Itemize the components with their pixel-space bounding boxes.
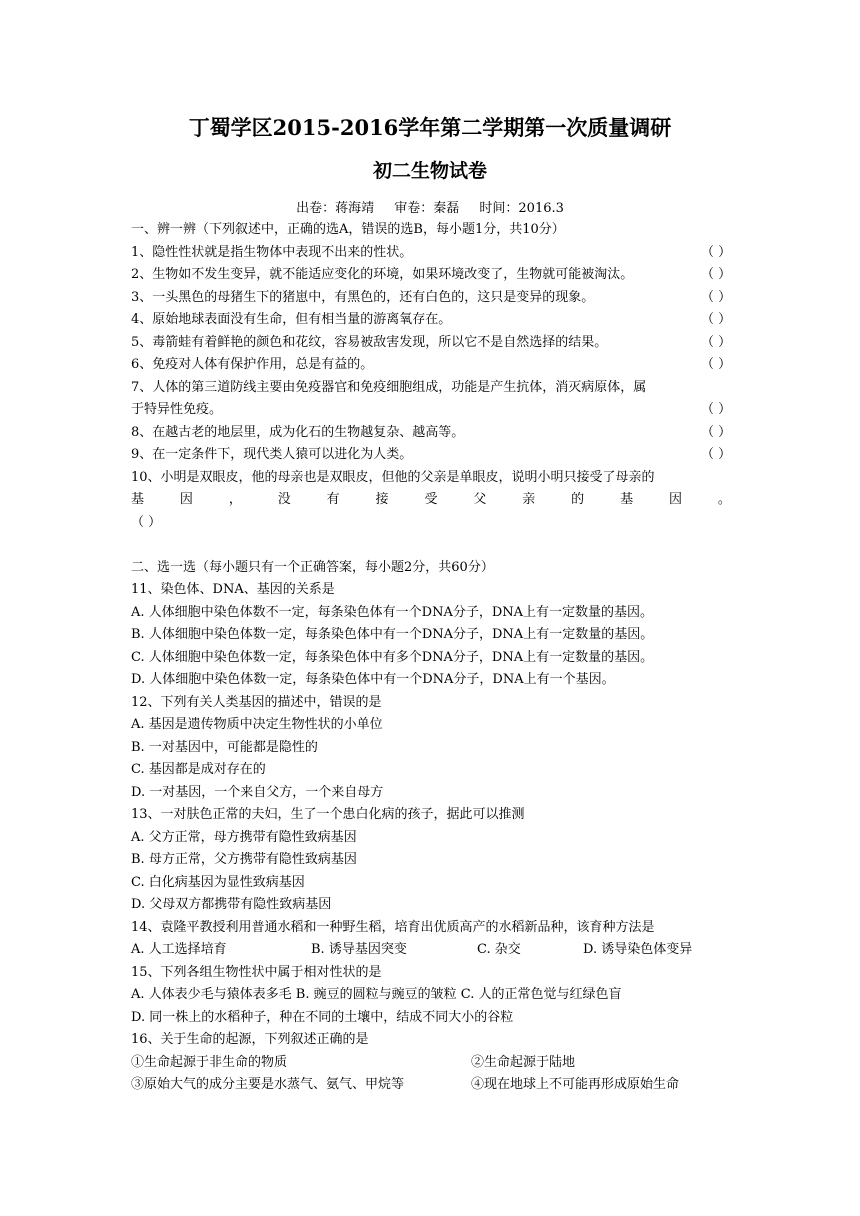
option-12a: A. 基因是遗传物质中决定生物性状的小单位 <box>131 717 383 732</box>
answer-blank: （ ） <box>701 267 732 282</box>
option-13c: C. 白化病基因为显性致病基因 <box>131 874 305 890</box>
exam-time: 时间：2016.3 <box>479 201 564 216</box>
statements-16-row2 <box>131 1074 731 1097</box>
exam-body <box>131 219 731 1097</box>
question-3: 3、一头黑色的母猪生下的猪崽中，有黑色的，还有白色的，这只是变异的现象。 （ ） <box>131 287 731 310</box>
question-12: 12、下列有关人类基因的描述中，错误的是 <box>131 694 382 710</box>
answer-blank: （ ） <box>701 244 732 260</box>
option-13d: D. 父母双方都携带有隐性致病基因 <box>131 897 332 912</box>
answer-blank: （ ） <box>701 334 732 350</box>
question-7-line1: 7、人体的第三道防线主要由免疫器官和免疫细胞组成，功能是产生抗体，消灭病原体，属 <box>131 379 647 395</box>
option-14c: C. 杂交 <box>477 942 521 957</box>
question-11: 11、染色体、DNA、基因的关系是 <box>131 582 335 597</box>
answer-blank: （ ） <box>701 357 732 372</box>
exam-meta <box>0 199 860 219</box>
question-4: 4、原始地球表面没有生命，但有相当量的游离氧存在。 （ ） <box>131 309 731 332</box>
answer-blank: （ ） <box>701 424 732 440</box>
option-13a: A. 父方正常，母方携带有隐性致病基因 <box>131 829 357 845</box>
option-14b: B. 诱导基因突变 <box>311 942 407 957</box>
answer-blank: （ ） <box>701 312 732 327</box>
option-12c: C. 基因都是成对存在的 <box>131 762 266 777</box>
option-11a: A. 人体细胞中染色体数不一定，每条染色体有一个DNA分子，DNA上有一定数量的基因。 <box>131 604 654 620</box>
page-title: 丁蜀学区2015-2016学年第二学期第一次质量调研 <box>188 115 672 140</box>
statement-16-2: ②生命起源于陆地 <box>471 1054 576 1070</box>
question-10-answer-blank: （ ） <box>131 514 162 530</box>
question-15: 15、下列各组生物性状中属于相对性状的是 <box>131 964 382 980</box>
section1-heading: 一、辨一辨（下列叙述中，正确的选A，错误的选B，每小题1分，共10分） <box>131 222 565 237</box>
statements-16-row1 <box>131 1052 731 1075</box>
question-7-line2: 于特异性免疫。 （ ） <box>131 399 731 422</box>
option-12d: D. 一对基因，一个来自父方，一个来自母方 <box>131 784 384 800</box>
section2-heading: 二、选一选（每小题只有一个正确答案，每小题2分，共60分） <box>131 559 494 575</box>
question-9: 9、在一定条件下，现代类人猿可以进化为人类。 （ ） <box>131 444 731 467</box>
option-11d: D. 人体细胞中染色体数一定，每条染色体中有一个DNA分子，DNA上有一个基因。 <box>131 672 615 687</box>
option-15d: D. 同一株上的水稻种子，种在不同的土壤中，结成不同大小的谷粒 <box>131 1009 514 1025</box>
question-16: 16、关于生命的起源，下列叙述正确的是 <box>131 1032 369 1047</box>
answer-blank: （ ） <box>701 447 732 462</box>
question-1: 1、隐性性状就是指生物体中表现不出来的性状。 （ ） <box>131 242 731 265</box>
question-6: 6、免疫对人体有保护作用，总是有益的。 （ ） <box>131 354 731 377</box>
question-14: 14、袁隆平教授利用普通水稻和一种野生稻，培育出优质高产的水稻新品种，该育种方法是 <box>131 919 655 935</box>
option-14d: D. 诱导染色体变异 <box>583 942 693 957</box>
option-13b: B. 母方正常，父方携带有隐性致病基因 <box>131 852 357 867</box>
page-subtitle: 初二生物试卷 <box>372 160 487 182</box>
options-14 <box>131 939 731 962</box>
question-5: 5、毒箭蛙有着鲜艳的颜色和花纹，容易被敌害发现，所以它不是自然选择的结果。 （ ） <box>131 332 731 355</box>
options-15abc: A. 人体表少毛与猿体表多毛 B. 豌豆的圆粒与豌豆的皱粒 C. 人的正常色觉与红绿色盲 <box>131 987 622 1002</box>
answer-blank: （ ） <box>701 402 732 417</box>
option-14a: A. 人工选择培育 <box>131 942 227 957</box>
answer-blank: （ ） <box>701 289 732 305</box>
option-11c: C. 人体细胞中染色体数一定，每条染色体中有多个DNA分子，DNA上有一定数量的基因。 <box>131 649 654 665</box>
statement-16-3: ③原始大气的成分主要是水蒸气、氨气、甲烷等 <box>131 1077 405 1092</box>
statement-16-1: ①生命起源于非生命的物质 <box>131 1054 288 1070</box>
statement-16-4: ④现在地球上不可能再形成原始生命 <box>471 1077 680 1092</box>
option-12b: B. 一对基因中，可能都是隐性的 <box>131 739 318 755</box>
exam-reviewer: 审卷：秦磊 <box>394 201 460 216</box>
question-10-line1: 10、小明是双眼皮，他的母亲也是双眼皮，但他的父亲是单眼皮，说明小明只接受了母亲的 <box>131 469 655 485</box>
exam-author: 出卷：蒋海靖 <box>296 201 375 216</box>
question-10-line2: 基 因 ， 没 有 接 受 父 亲 的 基 因 。 <box>131 492 731 507</box>
question-13: 13、一对肤色正常的夫妇，生了一个患白化病的孩子，据此可以推测 <box>131 807 525 822</box>
option-11b: B. 人体细胞中染色体数一定，每条染色体中有一个DNA分子，DNA上有一定数量的基因。 <box>131 627 654 642</box>
question-2: 2、生物如不发生变异，就不能适应变化的环境，如果环境改变了，生物就可能被淘汰。 （ ） <box>131 264 731 287</box>
question-8: 8、在越古老的地层里，成为化石的生物越复杂、越高等。 （ ） <box>131 422 731 445</box>
